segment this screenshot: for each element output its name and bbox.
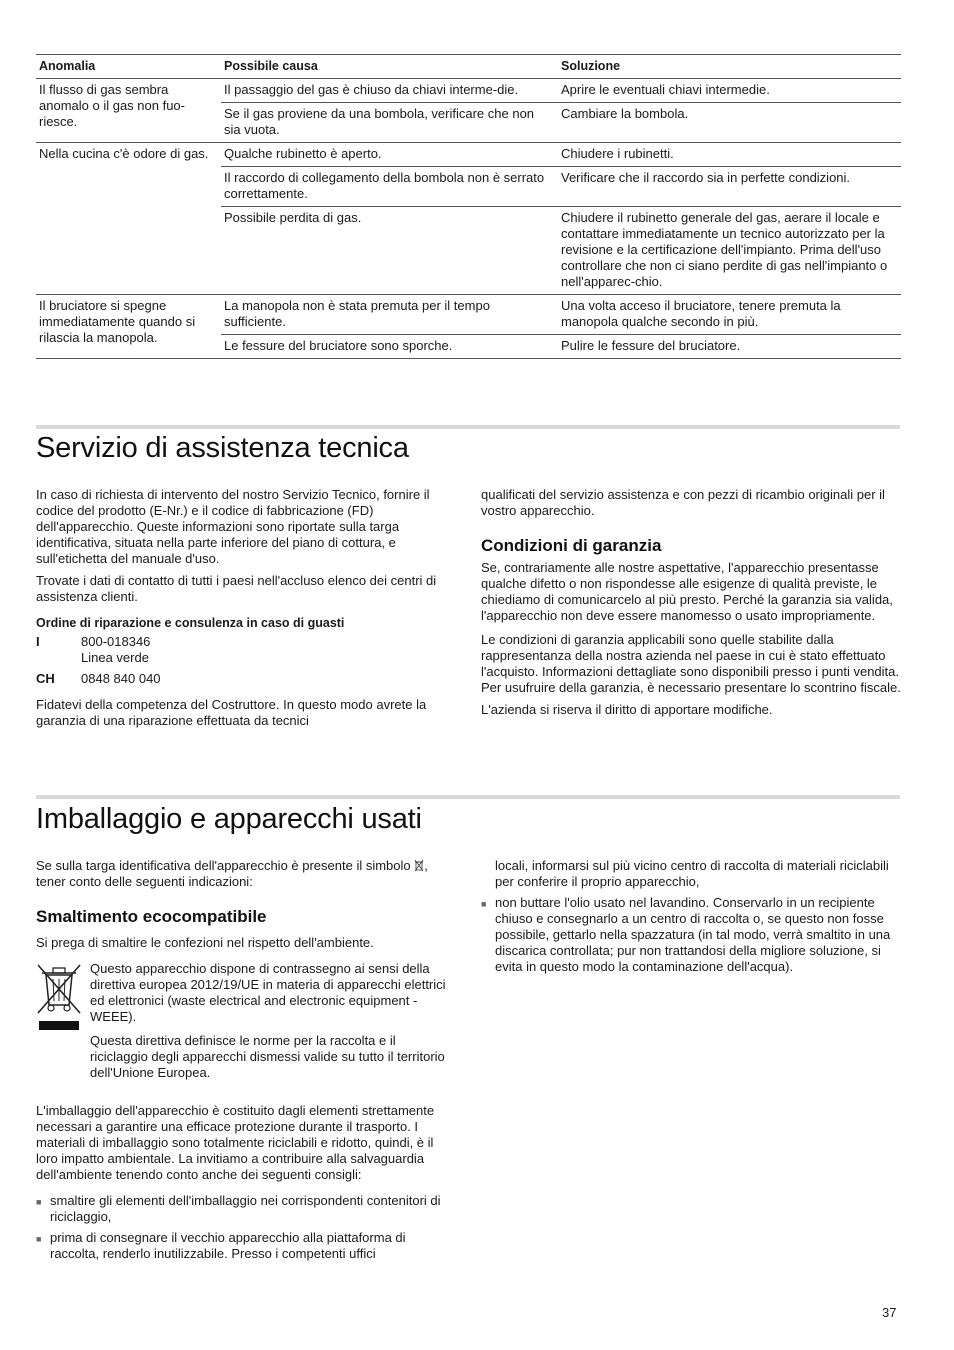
solution-cell: Una volta acceso il bruciatore, tenere premuta la manopola qualche secondo in più.	[561, 298, 841, 329]
section-rule	[36, 795, 900, 799]
solution-cell: Cambiare la bombola.	[561, 106, 689, 121]
table-row	[221, 79, 901, 102]
table-row	[221, 143, 901, 166]
weee-paragraph: Questa direttiva definisce le norme per la raccolta e il riciclaggio degli apparecchi dismessi valide su tutto il territorio dell'Unione Europea.	[90, 1033, 445, 1080]
solution-cell: Chiudere i rubinetti.	[561, 146, 674, 161]
service-paragraph: Trovate i dati di contatto di tutti i paesi nell'accluso elenco dei centri di assistenza clienti.	[36, 573, 437, 604]
contact-italy	[36, 634, 456, 666]
list-item-text: smaltire gli elementi dell'imballaggio nei corrispondenti contenitori di riciclaggio,	[50, 1193, 441, 1224]
list-item-text: locali, informarsi sul più vicino centro di raccolta di materiali riciclabili per conferire il proprio apparecchio,	[495, 858, 889, 889]
packaging-left-column	[36, 858, 456, 1267]
service-paragraph: In caso di richiesta di intervento del nostro Servizio Tecnico, fornire il codice del prodotto (E-Nr.) e il codice di fabbricazione (FD) dell'apparecchio. Queste informazioni sono riportate sulla targa identificativa, situata nella parte inferiore del piano di cottura, e sull'etichetta del manuale d'uso.	[36, 487, 430, 566]
section-rule	[36, 425, 900, 429]
header-soluzione: Soluzione	[557, 55, 901, 79]
crossed-bin-icon	[414, 859, 424, 872]
list-item-continued	[481, 858, 901, 890]
country-code: I	[36, 634, 40, 649]
cause-cell: Qualche rubinetto è aperto.	[224, 146, 382, 161]
table-group-gas-smell	[36, 143, 901, 295]
weee-block	[36, 961, 456, 1087]
list-item-text: prima di consegnare il vecchio apparecchio alla piattaforma di raccolta, renderlo inutilizzabile. Presso i competenti uffici	[50, 1230, 406, 1261]
cause-cell: Il raccordo di collegamento della bombola non è serrato correttamente.	[224, 170, 545, 201]
warranty-paragraph: L'azienda si riserva il diritto di apportare modifiche.	[481, 702, 773, 717]
service-title: Servizio di assistenza tecnica	[36, 432, 409, 464]
intro-text: Se sulla targa identificativa dell'apparecchio è presente il simbolo	[36, 858, 411, 873]
cause-cell: Possibile perdita di gas.	[224, 210, 362, 225]
contact-switzerland	[36, 671, 456, 687]
packaging-title: Imballaggio e apparecchi usati	[36, 803, 422, 835]
weee-paragraph: Questo apparecchio dispone di contrassegno ai sensi della direttiva europea 2012/19/UE in materia di apparecchi elettrici ed elettronici (waste electrical and electronic equipment - WEEE).	[90, 961, 446, 1024]
phone-number: 800-018346	[81, 634, 151, 649]
service-paragraph: Fidatevi della competenza del Costruttore. In questo modo avrete la garanzia di una riparazione effettuata da tecnici	[36, 697, 427, 728]
solution-cell: Verificare che il raccordo sia in perfette condizioni.	[561, 170, 851, 185]
table-row	[221, 295, 901, 334]
solution-cell: Chiudere il rubinetto generale del gas, aerare il locale e contattare immediatamente un tecnico autorizzato per la revisione e la certificazione dell'impianto. Prima dell'uso controllare che non ci siano perdite di gas nell'impianto o nell'apparec-chio.	[561, 210, 888, 289]
cause-cell: Le fessure del bruciatore sono sporche.	[224, 338, 453, 353]
list-item	[36, 1193, 456, 1225]
bullet-square-icon: ■	[481, 899, 487, 909]
table-group-gas-flow	[36, 79, 901, 143]
service-paragraph: qualificati del servizio assistenza e con pezzi di ricambio originali per il vostro apparecchio.	[481, 487, 885, 518]
phone-number: 0848 840 040	[81, 671, 161, 686]
anomaly-cell: Nella cucina c'è odore di gas.	[39, 146, 209, 161]
anomaly-cell: Il flusso di gas sembra anomalo o il gas non fuo-riesce.	[39, 82, 185, 129]
repair-order-heading: Ordine di riparazione e consulenza in caso di guasti	[36, 616, 345, 630]
country-code: CH	[36, 671, 55, 686]
list-item-text: non buttare l'olio usato nel lavandino. Conservarlo in un recipiente chiuso e consegnarlo a un centro di raccolta o, se questo non fosse possibile, gettarlo nella spazzatura (in tal modo, verrà smaltito in una discarica controllata; pur non trattandosi della migliore soluzione, si evita in questo modo la contaminazione dell'acqua).	[495, 895, 891, 974]
warranty-paragraph: Se, contrariamente alle nostre aspettative, l'apparecchio presentasse qualche difetto o non rispondesse alle esigenze di qualità previste, le chiediamo di comunicarcelo al più presto. Perché la garanzia sia valida, l'apparecchio non deve essere manomesso o usato impropriamente.	[481, 560, 893, 623]
table-group-burner	[36, 295, 901, 359]
cause-cell: Il passaggio del gas è chiuso da chiavi interme-die.	[224, 82, 519, 97]
warranty-paragraph: Le condizioni di garanzia applicabili sono quelle stabilite dalla rappresentanza della nostra azienda nel paese in cui è stato effettuato l'acquisto. Informazioni dettagliate sono disponibili presso i punti vendita. Per usufruire della garanzia, è necessario presentare lo scontrino fiscale.	[481, 632, 901, 695]
table-row	[221, 166, 901, 206]
table-row	[221, 334, 901, 358]
list-item	[481, 895, 901, 975]
anomaly-cell: Il bruciatore si spegne immediatamente quando si rilascia la manopola.	[39, 298, 196, 345]
troubleshooting-table	[36, 54, 901, 359]
intro-text: , tener conto delle seguenti indicazioni:	[36, 858, 428, 889]
header-causa: Possibile causa	[221, 55, 557, 79]
solution-cell: Aprire le eventuali chiavi intermedie.	[561, 82, 770, 97]
packaging-paragraph: L'imballaggio dell'apparecchio è costituito dagli elementi strettamente necessari a garantire una efficace protezione durante il trasporto. I materiali di imballaggio sono totalmente riciclabili e ridotto, quindi, è il loro impatto ambientale. La invitiamo a contribuire alla salvaguardia dell'ambiente tenendo conto anche dei seguenti consigli:	[36, 1103, 435, 1182]
list-item	[36, 1230, 456, 1262]
service-left-column	[36, 487, 456, 735]
service-right-column	[481, 487, 901, 724]
table-row	[221, 102, 901, 142]
cause-cell: La manopola non è stata premuta per il tempo sufficiente.	[224, 298, 490, 329]
cause-cell: Se il gas proviene da una bombola, verificare che non sia vuota.	[224, 106, 535, 137]
disposal-paragraph: Si prega di smaltire le confezioni nel rispetto dell'ambiente.	[36, 935, 374, 950]
bullet-square-icon: ■	[36, 1197, 42, 1207]
phone-note: Linea verde	[81, 650, 149, 665]
packaging-intro	[36, 858, 456, 890]
bullet-square-icon: ■	[36, 1234, 42, 1244]
table-row	[221, 206, 901, 294]
disposal-heading: Smaltimento ecocompatibile	[36, 907, 267, 926]
table-header-row	[36, 55, 901, 79]
page-number: 37	[882, 1305, 897, 1320]
header-anomalia: Anomalia	[36, 55, 221, 79]
packaging-right-column	[481, 858, 901, 980]
solution-cell: Pulire le fessure del bruciatore.	[561, 338, 741, 353]
weee-bin-icon	[36, 961, 90, 1087]
warranty-heading: Condizioni di garanzia	[481, 536, 662, 555]
